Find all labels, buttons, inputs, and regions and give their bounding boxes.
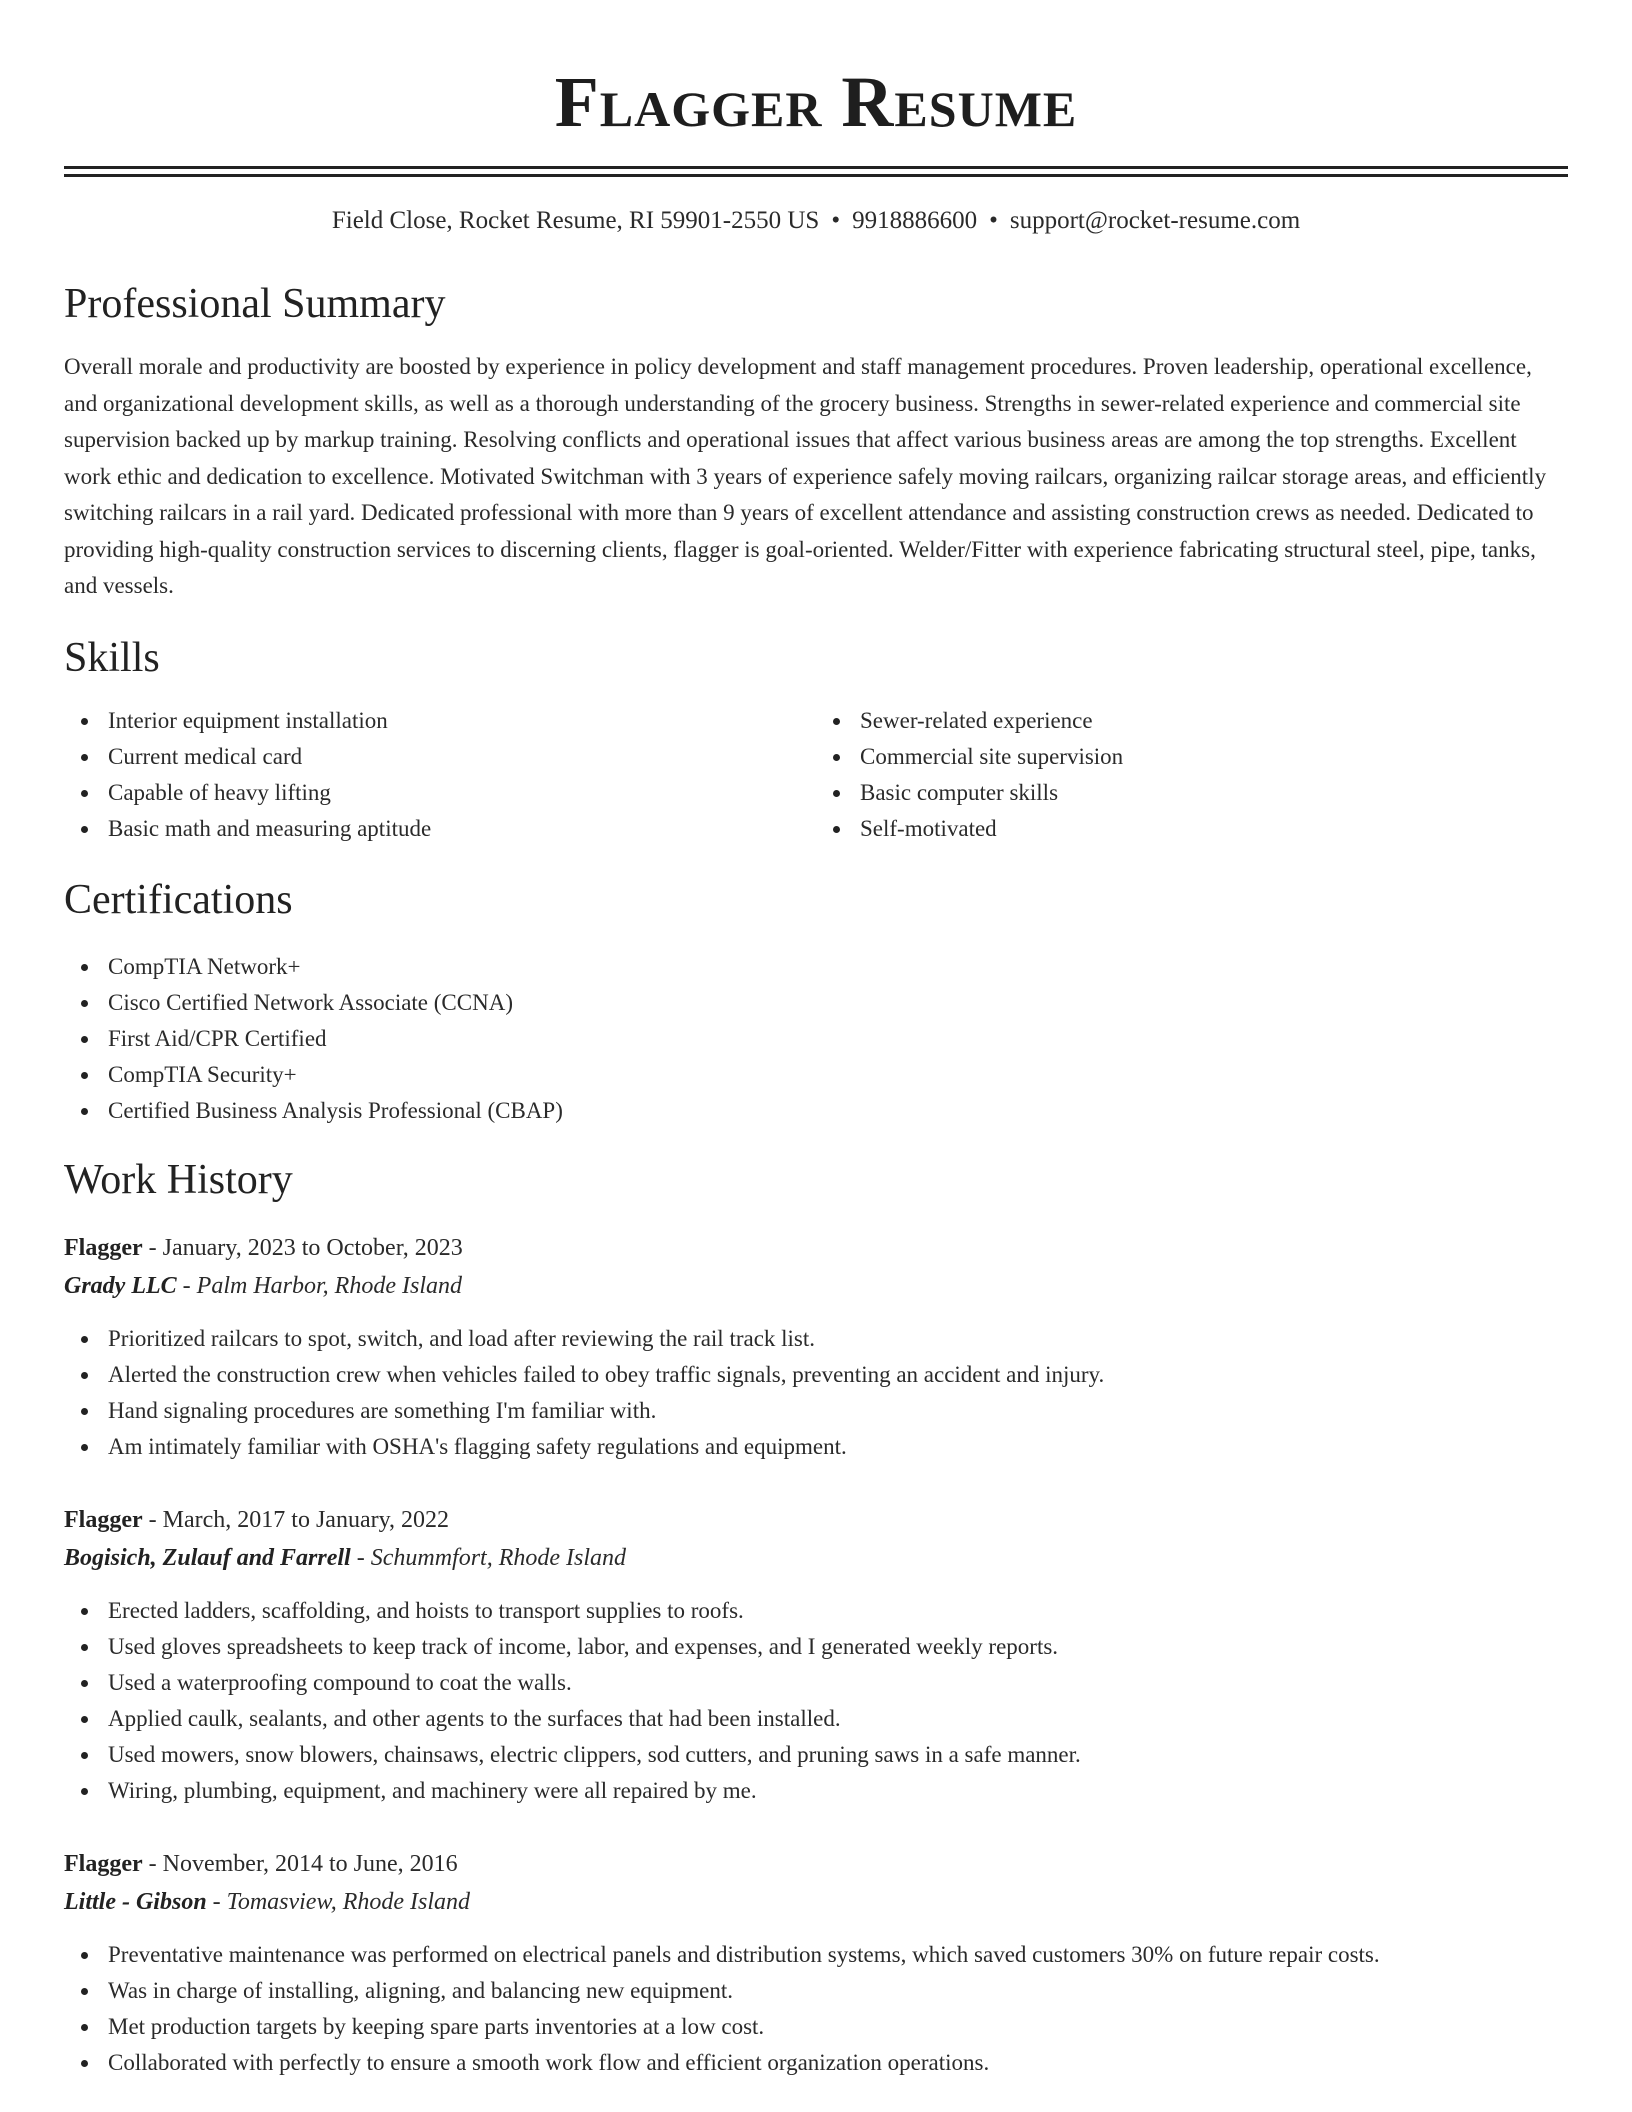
- job-bullet: Met production targets by keeping spare parts inventories at a low cost.: [64, 2009, 1568, 2045]
- job-bullet: Wiring, plumbing, equipment, and machinery were all repaired by me.: [64, 1773, 1568, 1809]
- skill-item: Basic computer skills: [816, 775, 1568, 811]
- job-bullets: [64, 1593, 1568, 1809]
- certification-item: Certified Business Analysis Professional (CBAP): [64, 1093, 1568, 1129]
- title-rule-bottom: [64, 174, 1568, 177]
- job-bullets: [64, 1321, 1568, 1465]
- job-bullet: Used mowers, snow blowers, chainsaws, electric clippers, sod cutters, and pruning saws in a safe manner.: [64, 1737, 1568, 1773]
- summary-heading: Professional Summary: [64, 281, 446, 327]
- job-dash: -: [350, 1544, 371, 1571]
- skills-heading: Skills: [64, 634, 160, 681]
- skill-item: Self-motivated: [816, 811, 1568, 847]
- job-entry: [64, 1501, 1568, 1809]
- skill-item: Interior equipment installation: [64, 703, 816, 739]
- contact-address: Field Close, Rocket Resume, RI 59901-2550 US: [331, 207, 820, 234]
- contact-separator: •: [989, 207, 998, 234]
- certification-item: First Aid/CPR Certified: [64, 1021, 1568, 1057]
- certifications-heading: Certifications: [64, 876, 293, 923]
- job-location: Tomasview, Rhode Island: [226, 1888, 470, 1915]
- job-bullet: Alerted the construction crew when vehicles failed to obey traffic signals, preventing an accident and injury.: [64, 1357, 1568, 1393]
- job-bullet: Preventative maintenance was performed on electrical panels and distribution systems, which saved customers 30% on future repair costs.: [64, 1937, 1568, 1973]
- job-company-line: [64, 1539, 1568, 1577]
- job-dash: -: [142, 1506, 163, 1533]
- job-role: Flagger: [64, 1506, 143, 1533]
- job-bullet: Erected ladders, scaffolding, and hoists to transport supplies to roofs.: [64, 1593, 1568, 1629]
- resume-title: Flagger Resume: [554, 62, 1078, 142]
- job-dates: November, 2014 to June, 2016: [162, 1850, 458, 1877]
- job-company: Little - Gibson: [64, 1888, 207, 1915]
- work-history-heading: Work History: [64, 1156, 293, 1203]
- job-dash: -: [142, 1234, 163, 1261]
- job-entry: [64, 1229, 1568, 1465]
- job-dash: -: [176, 1272, 197, 1299]
- job-entry: [64, 1845, 1568, 2081]
- job-title-line: [64, 1501, 1568, 1539]
- certifications-list: [64, 949, 1568, 1129]
- job-bullet: Hand signaling procedures are something I'm familiar with.: [64, 1393, 1568, 1429]
- job-role: Flagger: [64, 1234, 143, 1261]
- job-company-line: [64, 1883, 1568, 1921]
- job-dash: -: [206, 1888, 227, 1915]
- job-bullet: Applied caulk, sealants, and other agents to the surfaces that had been installed.: [64, 1701, 1568, 1737]
- job-title-line: [64, 1229, 1568, 1267]
- job-company: Bogisich, Zulauf and Farrell: [64, 1544, 351, 1571]
- title-rule-top: [64, 166, 1568, 169]
- job-bullet: Was in charge of installing, aligning, and balancing new equipment.: [64, 1973, 1568, 2009]
- skill-item: Commercial site supervision: [816, 739, 1568, 775]
- job-dash: -: [142, 1850, 163, 1877]
- job-company-line: [64, 1267, 1568, 1305]
- resume-page: [64, 0, 1568, 2081]
- skill-item: Capable of heavy lifting: [64, 775, 816, 811]
- contact-line: [64, 205, 1568, 237]
- contact-separator: •: [831, 207, 841, 234]
- job-bullets: [64, 1937, 1568, 2081]
- certification-item: CompTIA Network+: [64, 949, 1568, 985]
- job-bullet: Collaborated with perfectly to ensure a smooth work flow and efficient organization operations.: [64, 2045, 1568, 2081]
- summary-text: Overall morale and productivity are boosted by experience in policy development and staff management procedures. Proven leadership, operational excellence, and organizational development skills, as well as a thorough understanding of the grocery business. Strengths in sewer-related experience and commercial site supervision backed up by markup training. Resolving conflicts and operational issues that affect various business areas are among the top strengths. Excellent work ethic and dedication to excellence. Motivated Switchman with 3 years of experience safely moving railcars, organizing railcar storage areas, and efficiently switching railcars in a rail yard. Dedicated professional with more than 9 years of excellent attendance and assisting construction crews as needed. Dedicated to providing high-quality construction services to discerning clients, flagger is goal-oriented. Welder/Fitter with experience fabricating structural steel, pipe, tanks, and vessels.: [64, 354, 1547, 598]
- skill-item: Sewer-related experience: [816, 703, 1568, 739]
- job-dates: March, 2017 to January, 2022: [162, 1506, 450, 1533]
- job-location: Palm Harbor, Rhode Island: [196, 1272, 462, 1299]
- contact-email: support@rocket-resume.com: [1009, 207, 1301, 234]
- skill-item: Current medical card: [64, 739, 816, 775]
- certification-item: Cisco Certified Network Associate (CCNA): [64, 985, 1568, 1021]
- skills-list-left: [64, 703, 816, 847]
- job-bullet: Prioritized railcars to spot, switch, and load after reviewing the rail track list.: [64, 1321, 1568, 1357]
- contact-phone: 9918886600: [852, 207, 978, 234]
- job-bullet: Am intimately familiar with OSHA's flagging safety regulations and equipment.: [64, 1429, 1568, 1465]
- job-title-line: [64, 1845, 1568, 1883]
- job-company: Grady LLC: [64, 1272, 177, 1299]
- job-bullet: Used gloves spreadsheets to keep track of income, labor, and expenses, and I generated weekly reports.: [64, 1629, 1568, 1665]
- job-location: Schummfort, Rhode Island: [370, 1544, 627, 1571]
- job-role: Flagger: [64, 1850, 143, 1877]
- job-dates: January, 2023 to October, 2023: [162, 1234, 463, 1261]
- job-bullet: Used a waterproofing compound to coat the walls.: [64, 1665, 1568, 1701]
- skills-columns: [64, 703, 1568, 847]
- certification-item: CompTIA Security+: [64, 1057, 1568, 1093]
- skills-list-right: [816, 703, 1568, 847]
- skill-item: Basic math and measuring aptitude: [64, 811, 816, 847]
